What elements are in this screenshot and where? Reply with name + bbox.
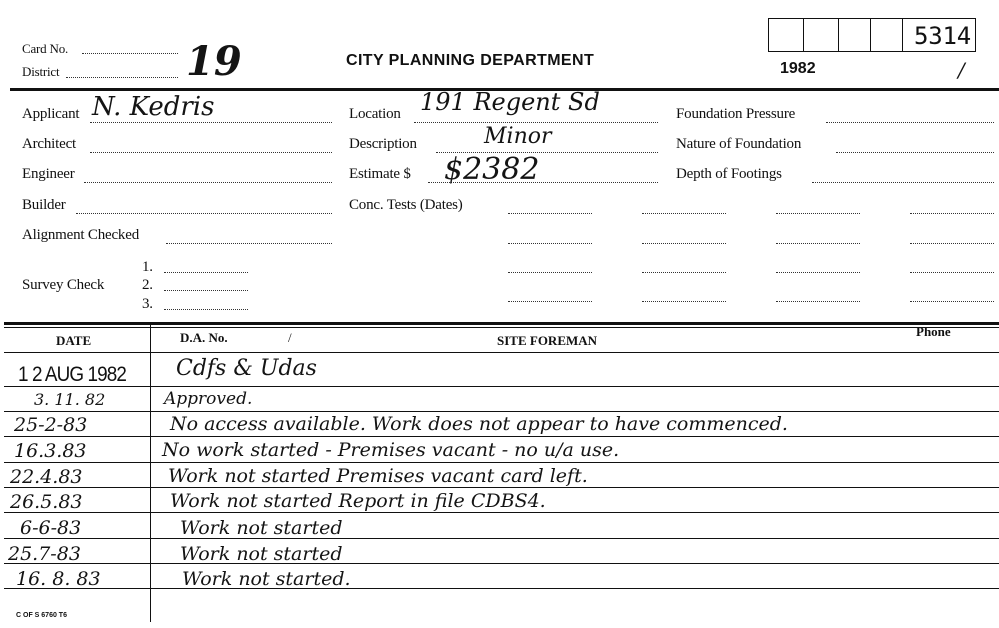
conc-test-line: [508, 213, 592, 214]
year: 1982: [780, 60, 816, 77]
conc-test-line: [910, 272, 994, 273]
conc-test-line: [776, 301, 860, 302]
conc-test-line: [776, 243, 860, 244]
conc-test-line: [642, 243, 726, 244]
log-entry: Cdfs & Udas: [176, 356, 317, 381]
log-entry: Work not started: [180, 543, 343, 565]
conc-test-line: [910, 213, 994, 214]
nature-of-foundation-line: [836, 152, 994, 153]
divider: [803, 18, 804, 52]
survey-line-1: [164, 272, 248, 273]
conc-tests-label: Conc. Tests (Dates): [349, 197, 463, 213]
log-date: 6-6-83: [20, 517, 82, 539]
log-date: 25-2-83: [14, 414, 88, 436]
divider: [838, 18, 839, 52]
col-da-no: D.A. No.: [180, 330, 228, 345]
divider: [902, 18, 903, 52]
log-entry: No access available. Work does not appear to have commenced.: [170, 413, 788, 435]
foundation-pressure-label: Foundation Pressure: [676, 106, 796, 122]
location-value: 191 Regent Sd: [420, 88, 600, 116]
conc-test-line: [508, 243, 592, 244]
description-value: Minor: [484, 124, 552, 149]
log-entry: Work not started Premises vacant card left.: [168, 465, 588, 487]
engineer-label: Engineer: [22, 166, 75, 182]
row-rule: [4, 386, 999, 387]
district-value: 19: [186, 38, 242, 85]
form-code: C OF S 6760 T6: [16, 612, 67, 619]
row-rule: [4, 436, 999, 437]
conc-test-line: [776, 272, 860, 273]
applicant-value: N. Kedris: [92, 92, 215, 122]
depth-of-footings-line: [812, 182, 994, 183]
survey-label: Survey Check: [22, 277, 105, 293]
log-top-rule: [4, 322, 999, 325]
location-line: [414, 122, 658, 123]
col-date: DATE: [56, 333, 92, 348]
log-entry: Work not started.: [182, 568, 351, 590]
department-title: CITY PLANNING DEPARTMENT: [346, 52, 595, 69]
log-entry: Approved.: [164, 389, 253, 409]
survey-line-2: [164, 290, 248, 291]
log-date: 26.5.83: [10, 491, 83, 513]
conc-test-line: [642, 301, 726, 302]
survey-3: 3.: [142, 296, 153, 312]
conc-test-line: [642, 213, 726, 214]
foundation-pressure-line: [826, 122, 994, 123]
applicant-label: Applicant: [22, 106, 80, 122]
row-rule: [4, 512, 999, 513]
log-date: 22.4.83: [10, 466, 83, 488]
conc-test-line: [642, 272, 726, 273]
applicant-line: [90, 122, 332, 123]
col-site-foreman: SITE FOREMAN: [497, 333, 598, 348]
conc-test-line: [508, 272, 592, 273]
survey-line-3: [164, 309, 248, 310]
estimate-label: Estimate $: [349, 166, 411, 182]
survey-2: 2.: [142, 277, 153, 293]
nature-of-foundation-label: Nature of Foundation: [676, 136, 802, 152]
depth-of-footings-label: Depth of Footings: [676, 166, 782, 182]
estimate-value: $2382: [444, 152, 540, 187]
log-date: 16.3.83: [14, 440, 87, 462]
col-da-mark: /: [288, 330, 292, 345]
architect-label: Architect: [22, 136, 77, 152]
architect-line: [90, 152, 332, 153]
conc-test-line: [910, 301, 994, 302]
conc-test-line: [776, 213, 860, 214]
log-date: 1 2 AUG 1982: [18, 363, 126, 386]
conc-test-line: [508, 301, 592, 302]
conc-test-line: [910, 243, 994, 244]
alignment-label: Alignment Checked: [22, 227, 139, 243]
log-date: 16. 8. 83: [16, 568, 101, 590]
log-top-rule-2: [4, 327, 999, 328]
log-header-rule: [4, 352, 999, 353]
survey-1: 1.: [142, 259, 153, 275]
description-label: Description: [349, 136, 417, 152]
location-label: Location: [349, 106, 401, 122]
card-no-label: Card No.: [22, 41, 69, 56]
district-label: District: [22, 64, 60, 79]
row-rule: [4, 462, 999, 463]
row-rule: [4, 487, 999, 488]
log-entry: Work not started: [180, 517, 343, 539]
card-number: 5314: [914, 22, 971, 50]
engineer-line: [84, 182, 332, 183]
log-date: 3. 11. 82: [34, 390, 106, 409]
builder-line: [76, 213, 332, 214]
log-date: 25.7-83: [8, 543, 81, 565]
district-line: [66, 77, 178, 78]
row-rule: [4, 588, 999, 589]
divider: [870, 18, 871, 52]
builder-label: Builder: [22, 197, 66, 213]
row-rule: [4, 563, 999, 564]
log-entry: Work not started Report in file CDBS4.: [170, 490, 546, 512]
alignment-line: [166, 243, 332, 244]
log-entry: No work started - Premises vacant - no u/a use.: [162, 439, 620, 461]
col-phone: Phone: [916, 324, 951, 339]
row-rule: [4, 411, 999, 412]
card-suffix: /: [958, 58, 965, 82]
date-column-divider: [150, 322, 151, 622]
card-no-line: [82, 53, 178, 54]
row-rule: [4, 538, 999, 539]
